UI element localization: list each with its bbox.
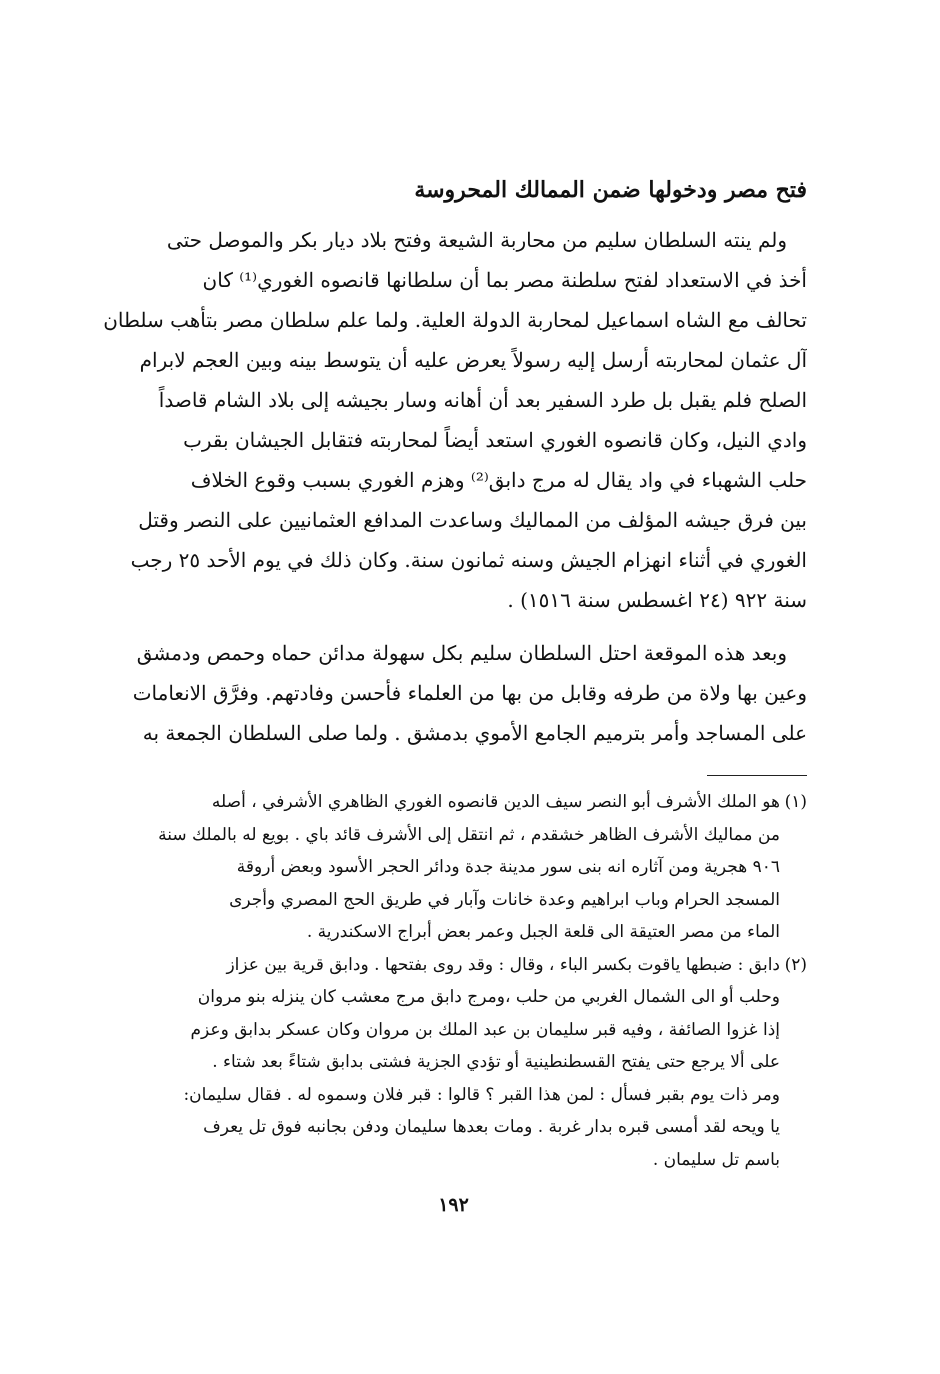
footnote-1 — [100, 786, 807, 949]
text-line: تحالف مع الشاه اسماعيل لمحاربة الدولة العلية. ولما علم سلطان مصر بتأهب سلطان — [103, 308, 807, 332]
page-number: ١٩٢ — [438, 1194, 469, 1216]
footnote-line: وحلب أو الى الشمال الغربي من حلب ،ومرج دابق مرج معشب كان ينزله بنو مروان — [197, 987, 780, 1007]
footnote-line: باسم تل سليمان . — [652, 1149, 780, 1170]
footnote-number: (١) — [784, 792, 807, 812]
text-line: أخذ في الاستعداد لفتح سلطنة مصر بما أن سلطانها قانصوه الغوري⁽¹⁾ كان — [202, 268, 807, 292]
text-line: على المساجد وأمر بترميم الجامع الأموي بدمشق . ولما صلى السلطان الجمعة به — [142, 721, 807, 745]
footnote-line: الماء من مصر العتيقة الى قلعة الجبل وعمر بعض أبراج الاسكندرية . — [306, 922, 780, 942]
footnote-2 — [100, 949, 807, 1177]
paragraph-2 — [100, 633, 807, 753]
footnote-number: (٢) — [784, 954, 807, 975]
book-page — [100, 160, 807, 1344]
footnote-line: إذا غزوا الصائفة ، وفيه قبر سليمان بن عبد الملك بن مروان وكان عسكر بدابق وعزم — [190, 1019, 780, 1040]
footnote-text: هو الملك الأشرف أبو النصر سيف الدين قانصوه الغوري الظاهري الأشرفي ، أصله — [211, 792, 780, 812]
chapter-title: فتح مصر ودخولها ضمن الممالك المحروسة — [414, 177, 807, 203]
text-line: وبعد هذه الموقعة احتل السلطان سليم بكل سهولة مدائن حماه وحمص ودمشق — [136, 641, 787, 665]
text-line: حلب الشهباء في واد يقال له مرج دابق⁽²⁾ وهزم الغوري بسبب وقوع الخلاف — [190, 468, 807, 492]
footnote-separator — [707, 775, 807, 776]
footnote-line — [100, 949, 807, 982]
text-line: الغوري في أثناء انهزام الجيش وسنه ثمانون سنة. وكان ذلك في يوم الأحد ٢٥ رجب — [130, 548, 807, 572]
footnote-line — [100, 786, 807, 819]
footnote-line: يا ويحه لقد أمسى قبره بدار غربة . ومات بعدها سليمان ودفن بجانبه فوق تل يعرف — [203, 1117, 780, 1137]
paragraph-1 — [100, 220, 807, 620]
text-line: ولم ينته السلطان سليم من محاربة الشيعة وفتح بلاد ديار بكر والموصل حتى — [166, 228, 787, 252]
text-line: بين فرق جيشه المؤلف من المماليك وساعدت المدافع العثمانيين على النصر وقتل — [138, 508, 807, 532]
footnote-line: ومر ذات يوم بقبر فسأل : لمن هذا القبر ؟ قالوا : قبر فلان وسموه له . فقال سليمان: — [183, 1084, 780, 1105]
text-line: آل عثمان لمحاربته أرسل إليه رسولاً يعرض عليه أن يتوسط بينه وبين العجم لابرام — [139, 348, 807, 372]
text-line: سنة ٩٢٢ (٢٤ اغسطس سنة ١٥١٦) . — [507, 588, 807, 612]
footnote-line: المسجد الحرام وباب ابراهيم وعدة خانات وآبار في طريق الحج المصري وأجرى — [229, 889, 780, 910]
footnote-line: من مماليك الأشرف الظاهر خشقدم ، ثم انتقل إلى الأشرف قائد باي . بويع له بالملك سنة — [158, 824, 780, 845]
text-line: وادي النيل، وكان قانصوه الغوري استعد أيضاً لمحاربته فتقابل الجيشان بقرب — [183, 428, 807, 452]
footnote-line: على ألا يرجع حتى يفتح القسطنطينية أو تؤدي الجزية فشتى بدابق شتاءً بعد شتاء . — [212, 1052, 780, 1072]
footnote-line: ٩٠٦ هجرية ومن آثاره انه بنى سور مدينة جدة ودائر الحجر الأسود وبعض أروقة — [236, 857, 780, 877]
footnotes — [100, 786, 807, 1176]
text-line: وعين بها ولاة من طرفه وقابل من بها من العلماء فأحسن وفادتهم. وفرَّق الانعامات — [132, 681, 807, 705]
text-line: الصلح فلم يقبل بل طرد السفير بعد أن أهانه وسار بجيشه إلى بلاد الشام قاصداً — [158, 388, 807, 412]
footnote-text: دابق : ضبطها ياقوت بكسر الباء ، وقال : وقد روى بفتحها . ودابق قرية بين عزاز — [226, 954, 780, 975]
paragraph-spacer — [100, 620, 807, 633]
